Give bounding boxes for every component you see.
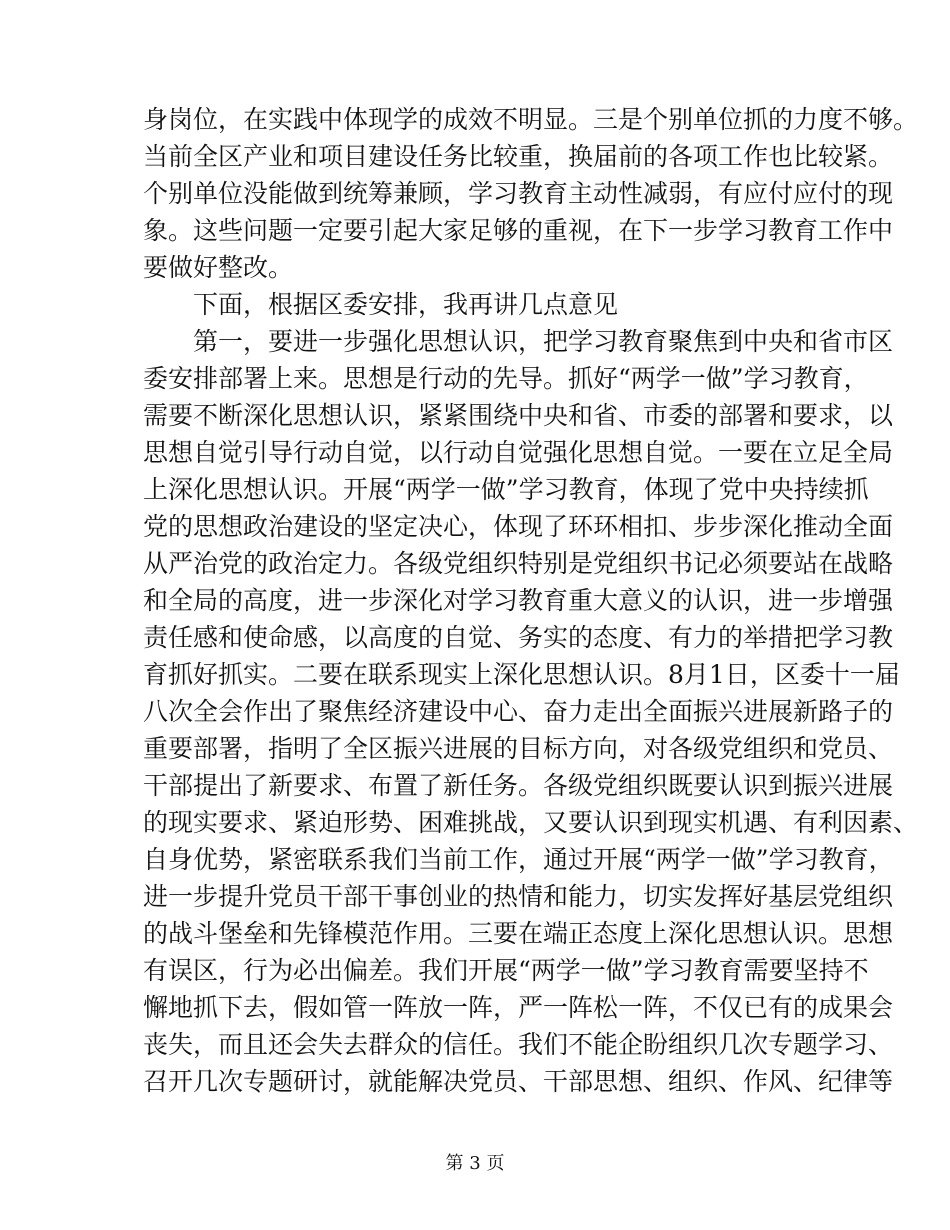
text-line: 当前全区产业和项目建设任务比较重，换届前的各项工作也比较紧。 — [143, 142, 894, 171]
text-line: 的现实要求、紧迫形势、困难挑战，又要认识到现实机遇、有利因素、 — [143, 808, 919, 837]
text-line: 进一步提升党员干部干事创业的热情和能力，切实发挥好基层党组织 — [143, 882, 894, 911]
text-line: 委安排部署上来。思想是行动的先导。抓好“两学一做”学习教育， — [143, 364, 869, 393]
paragraph-line: 下面，根据区委安排，我再讲几点意见 — [193, 290, 619, 319]
text-line: 干部提出了新要求、布置了新任务。各级党组织既要认识到振兴进展 — [143, 771, 894, 800]
text-line: 有误区，行为必出偏差。我们开展“两学一做”学习教育需要坚持不 — [143, 956, 869, 985]
text-line: 和全局的高度，进一步深化对学习教育重大意义的认识，进一步增强 — [143, 586, 894, 615]
page-number: 第 3 页 — [445, 1153, 505, 1174]
text-line: 个别单位没能做到统筹兼顾，学习教育主动性减弱，有应付应付的现 — [143, 179, 894, 208]
text-line: 上深化思想认识。开展“两学一做”学习教育，体现了党中央持续抓 — [143, 475, 869, 504]
text-line: 需要不断深化思想认识，紧紧围绕中央和省、市委的部署和要求，以 — [143, 401, 894, 430]
text-line: 重要部署，指明了全区振兴进展的目标方向，对各级党组织和党员、 — [143, 734, 894, 763]
text-line: 身岗位，在实践中体现学的成效不明显。三是个别单位抓的力度不够。 — [143, 105, 919, 134]
text-line: 象。这些问题一定要引起大家足够的重视，在下一步学习教育工作中 — [143, 216, 894, 245]
text-line: 丧失，而且还会失去群众的信任。我们不能企盼组织几次专题学习、 — [143, 1030, 894, 1059]
text-line: 八次全会作出了聚焦经济建设中心、奋力走出全面振兴进展新路子的 — [143, 697, 894, 726]
text-line: 自身优势，紧密联系我们当前工作，通过开展“两学一做”学习教育， — [143, 845, 894, 874]
text-line: 的战斗堡垒和先锋模范作用。三要在端正态度上深化思想认识。思想 — [143, 919, 894, 948]
text-line: 党的思想政治建设的坚定决心，体现了环环相扣、步步深化推动全面 — [143, 512, 894, 541]
text-line: 思想自觉引导行动自觉，以行动自觉强化思想自觉。一要在立足全局 — [143, 438, 894, 467]
text-line: 责任感和使命感，以高度的自觉、务实的态度、有力的举措把学习教 — [143, 623, 894, 652]
text-line: 要做好整改。 — [143, 253, 294, 282]
text-line: 从严治党的政治定力。各级党组织特别是党组织书记必须要站在战略 — [143, 549, 894, 578]
text-line: 懈地抓下去，假如管一阵放一阵，严一阵松一阵，不仅已有的成果会 — [143, 993, 894, 1022]
text-line: 召开几次专题研讨，就能解决党员、干部思想、组织、作风、纪律等 — [143, 1067, 894, 1096]
paragraph-line: 第一，要进一步强化思想认识，把学习教育聚焦到中央和省市区 — [193, 327, 894, 356]
text-line: 育抓好抓实。二要在联系现实上深化思想认识。8月1日，区委十一届 — [143, 660, 900, 689]
